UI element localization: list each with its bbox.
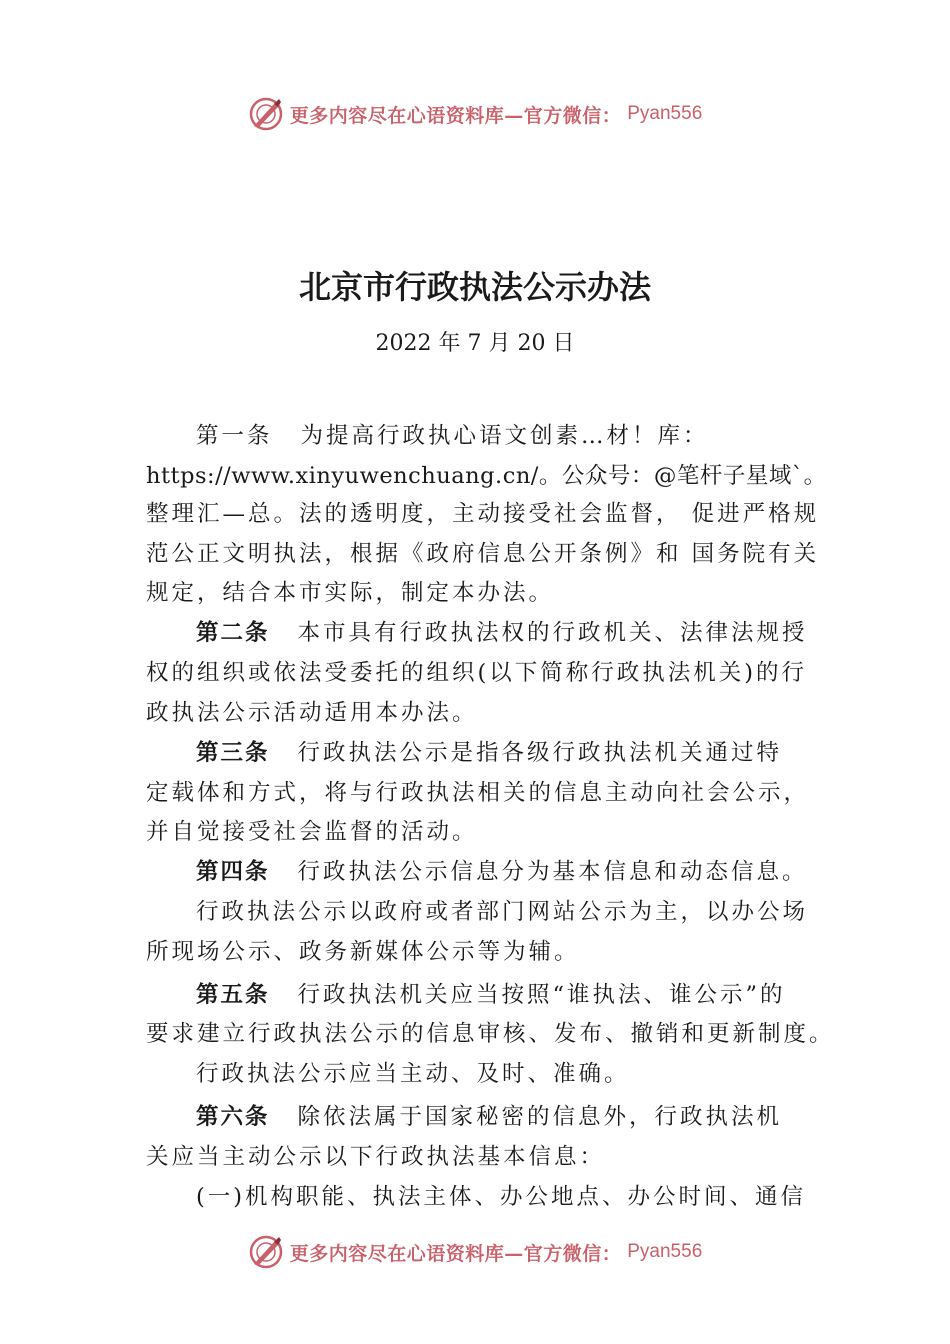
article-5-line-1: 第五条 行政执法机关应当按照“谁执法、谁公示”的 xyxy=(196,982,786,1008)
watermark-wechat-id: Pyan556 xyxy=(627,103,703,124)
article-3-line-1: 第三条 行政执法公示是指各级行政执法机关通过特 xyxy=(196,740,783,766)
article-6-label: 第六条 xyxy=(196,1104,270,1130)
article-1-line-5: 规定，结合本市实际，制定本办法。 xyxy=(146,580,555,606)
watermark-text: 更多内容尽在心语资料库—官方微信： xyxy=(289,104,622,127)
article-4-para-2-line-2: 所现场公示、政务新媒体公示等为辅。 xyxy=(146,939,580,965)
pen-logo-icon xyxy=(248,1234,284,1270)
watermark-text: 更多内容尽在心语资料库—官方微信： xyxy=(289,1242,622,1265)
article-1-line-4: 范公正文明执法，根据《政府信息公开条例》和 国务院有关 xyxy=(146,541,820,567)
article-2-line-1: 第二条 本市具有行政执法权的行政机关、法律法规授 xyxy=(196,620,808,646)
article-1-label: 第一条 xyxy=(196,423,273,449)
article-1-line-2: https://www.xinyuwenchuang.cn/。公众号：@笔杆子星域`。 xyxy=(146,463,827,489)
article-5-line-2: 要求建立行政执法公示的信息审核、发布、撤销和更新制度。 xyxy=(146,1021,835,1047)
article-6-line-1: 第六条 除依法属于国家秘密的信息外，行政执法机 xyxy=(196,1104,783,1130)
article-2-label: 第二条 xyxy=(196,620,270,646)
article-1-line-1: 第一条 为提高行政执心语文创素…材！库： xyxy=(196,423,709,449)
article-2-line-2: 权的组织或依法受委托的组织(以下简称行政执法机关)的行 xyxy=(146,660,808,686)
article-6-line-2: 关应当主动公示以下行政执法基本信息： xyxy=(146,1144,606,1170)
article-6-item-1: (一)机构职能、执法主体、办公地点、办公时间、通信 xyxy=(196,1184,807,1210)
document-date: 2022 年 7 月 20 日 xyxy=(375,331,575,356)
article-4-line-1: 第四条 行政执法公示信息分为基本信息和动态信息。 xyxy=(196,859,808,885)
article-4-label: 第四条 xyxy=(196,859,270,885)
article-5-label: 第五条 xyxy=(196,982,270,1008)
header-watermark xyxy=(0,94,950,134)
article-3-label: 第三条 xyxy=(196,740,270,766)
article-4-para-2-line-1: 行政执法公示以政府或者部门网站公示为主，以办公场 xyxy=(196,899,809,925)
pen-logo-icon xyxy=(248,96,284,132)
document-title: 北京市行政执法公示办法 xyxy=(298,268,651,306)
article-3-line-2: 定载体和方式，将与行政执法相关的信息主动向社会公示， xyxy=(146,780,810,806)
article-1-line-3: 整理汇—总。法的透明度，主动接受社会监督， 促进严格规 xyxy=(146,501,820,527)
article-5-para-2-line-1: 行政执法公示应当主动、及时、准确。 xyxy=(196,1061,630,1087)
article-3-line-3: 并自觉接受社会监督的活动。 xyxy=(146,819,478,845)
watermark-wechat-id: Pyan556 xyxy=(627,1241,703,1262)
footer-watermark xyxy=(0,1232,950,1272)
article-2-line-3: 政执法公示活动适用本办法。 xyxy=(146,700,478,726)
